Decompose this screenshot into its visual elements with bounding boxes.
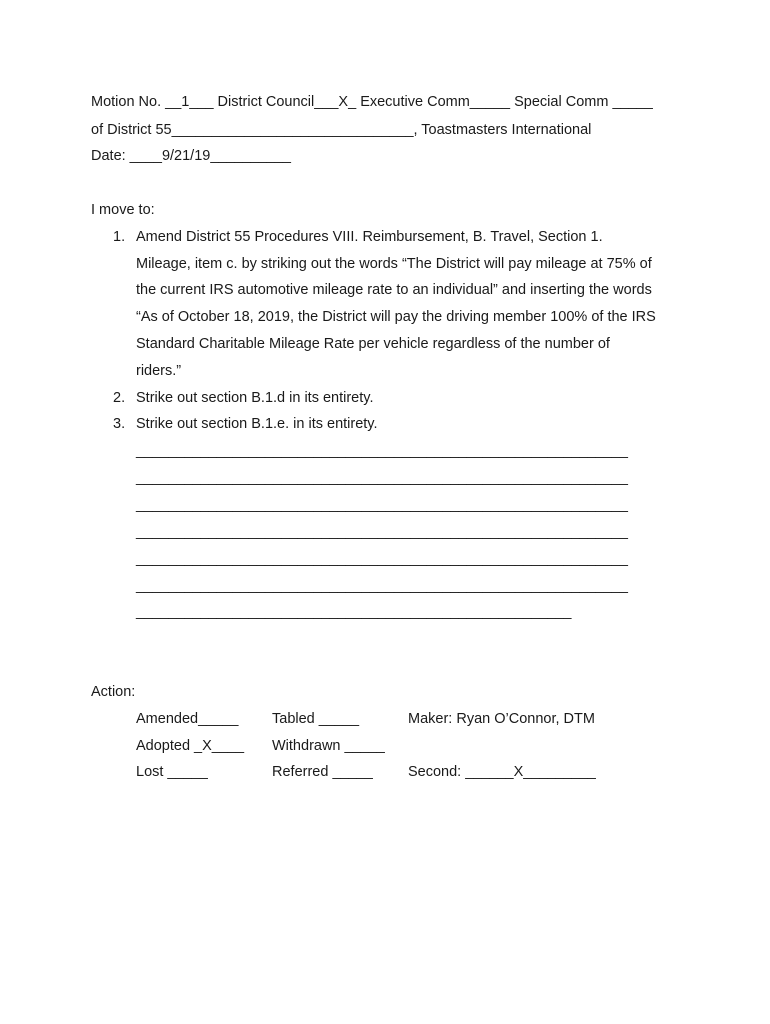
- action-referred: Referred _____: [272, 764, 373, 780]
- item-number: 2.: [113, 390, 126, 406]
- item-text-line: riders.”: [136, 363, 182, 379]
- blank-line: _____________________________________________________________: [136, 551, 628, 567]
- action-amended: Amended_____: [136, 711, 239, 727]
- action-adopted: Adopted _X____: [136, 738, 245, 754]
- item-text-line: Strike out section B.1.d in its entirety.: [136, 390, 374, 406]
- action-second: Second: ______X_________: [408, 764, 596, 780]
- item-text-line: the current IRS automotive mileage rate to an individual” and inserting the words: [136, 282, 652, 298]
- action-withdrawn: Withdrawn _____: [272, 738, 385, 754]
- item-text-line: Amend District 55 Procedures VIII. Reimbursement, B. Travel, Section 1.: [136, 229, 603, 245]
- date-line: Date: ____9/21/19__________: [91, 148, 291, 164]
- district-line: of District 55______________________________, Toastmasters International: [91, 122, 592, 138]
- action-tabled: Tabled _____: [272, 711, 360, 727]
- item-text-line: Strike out section B.1.e. in its entirety.: [136, 416, 378, 432]
- motion-intro: I move to:: [91, 202, 155, 218]
- item-text-line: Standard Charitable Mileage Rate per vehicle regardless of the number of: [136, 336, 610, 352]
- blank-line: _____________________________________________________________: [136, 470, 628, 486]
- blank-line: _____________________________________________________________: [136, 443, 628, 459]
- blank-line: _____________________________________________________________: [136, 578, 628, 594]
- item-number: 1.: [113, 229, 126, 245]
- action-maker: Maker: Ryan O’Connor, DTM: [408, 711, 595, 727]
- item-text-line: “As of October 18, 2019, the District will pay the driving member 100% of the IRS: [136, 309, 656, 325]
- action-label: Action:: [91, 684, 136, 700]
- blank-line: ______________________________________________________: [136, 604, 572, 620]
- action-lost: Lost _____: [136, 764, 208, 780]
- blank-line: _____________________________________________________________: [136, 524, 628, 540]
- item-text-line: Mileage, item c. by striking out the words “The District will pay mileage at 75% of: [136, 256, 652, 272]
- motion-header-line: Motion No. __1___ District Council___X_ Executive Comm_____ Special Comm _____: [91, 94, 653, 110]
- item-number: 3.: [113, 416, 126, 432]
- blank-line: _____________________________________________________________: [136, 497, 628, 513]
